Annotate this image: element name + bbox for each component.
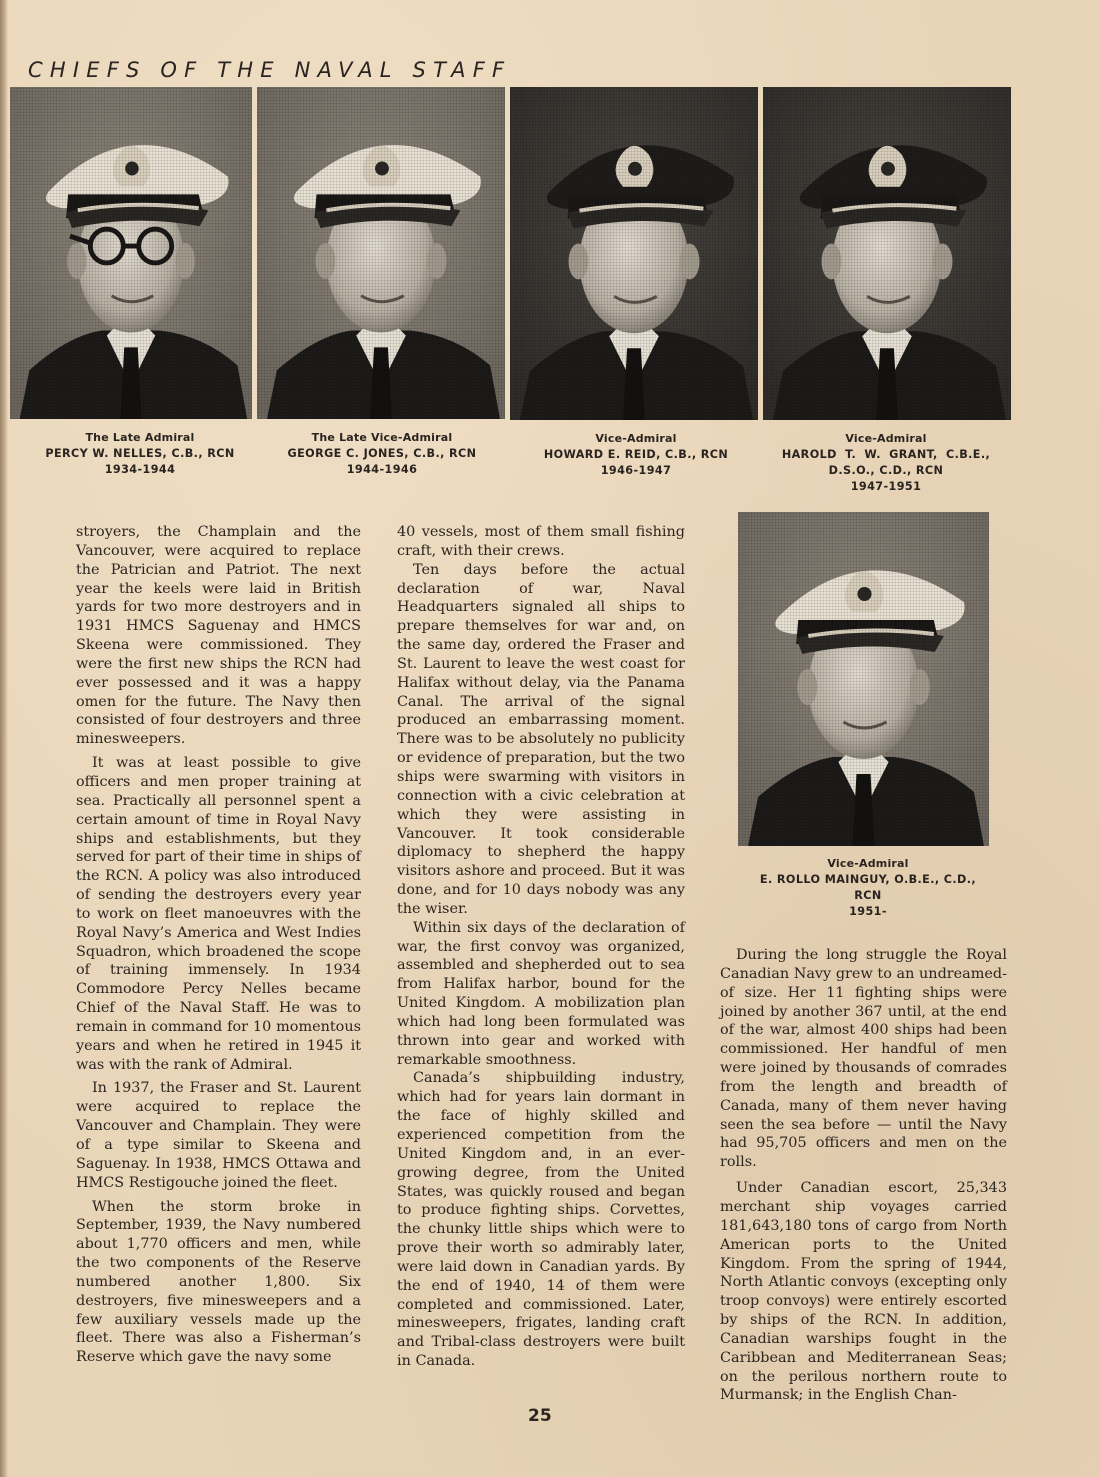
caption-name-line2: D.S.O., C.D., RCN bbox=[828, 464, 944, 477]
paragraph: stroyers, the Champlain and the Vancouver, were acquired to replace the Patrician and Patriot. The next year the keels were laid in British yards for two more destroyers and in 1931 HMCS Saguenay and HMCS Skeena were commissioned. They were the first new ships the RCN had ever possessed and it was a happy omen for the future. The Navy then consisted of four destroyers and three minesweepers. bbox=[76, 524, 361, 748]
page-number: 25 bbox=[528, 1406, 552, 1426]
paragraph: When the storm broke in September, 1939, the Navy numbered about 1,770 officers and men, while the two components of the Reserve numbered another 1,800. Six destroyers, five minesweepers and a few auxiliary vessels made up the fleet. There was also a Fisherman’s Reserve which gave the navy some bbox=[76, 1198, 361, 1366]
portrait-photo-jones bbox=[257, 87, 505, 419]
paragraph: Ten days before the actual declaration of war, Naval Headquarters signaled all ships to prepare themselves for war and, on the same day, ordered the Fraser and St. Laurent to leave the west coast for Halifax without delay, via the Panama Canal. The arrival of the signal produced an embarrassing moment. There was to be absolutely no publicity or evidence of preparation, but the two ships were swarming with visitors in connection with a civic celebration at which they were assisting in Vancouver. It took considerable diplomacy to shepherd the happy visitors ashore and proceed. But it was done, and for 10 days nobody was any the wiser. bbox=[397, 561, 685, 917]
paragraph: In 1937, the Fraser and St. Laurent were acquired to replace the Vancouver and Champlain. They were of a type similar to Skeena and Saguenay. In 1938, HMCS Ottawa and HMCS Restigouche joined the fleet. bbox=[76, 1080, 361, 1191]
article-column-left bbox=[76, 523, 361, 1372]
portrait-illustration bbox=[763, 87, 1011, 420]
caption-name: HAROLD T. W. GRANT, C.B.E., bbox=[781, 448, 991, 461]
caption-years: 1946-1947 bbox=[600, 464, 672, 477]
portrait-illustration bbox=[738, 512, 989, 846]
caption-years: 1951- bbox=[849, 905, 887, 918]
page-spine-shadow bbox=[0, 0, 8, 1477]
portrait-caption bbox=[262, 430, 502, 478]
portrait-photo-mainguy bbox=[738, 512, 989, 846]
portrait-photo-nelles bbox=[10, 87, 252, 419]
portrait-illustration bbox=[510, 87, 758, 420]
caption-rank: The Late Vice-Admiral bbox=[311, 431, 453, 444]
caption-rank: Vice-Admiral bbox=[845, 432, 927, 445]
caption-years: 1934-1944 bbox=[104, 463, 176, 476]
paragraph: It was at least possible to give officers and men proper training at sea. Practically all personnel spent a certain amount of time in Royal Navy ships and establishments, but they served for part of their time in ships of the RCN. A policy was also introduced of sending the destroyers every year to work on fleet manoeuvres with the Royal Navy’s America and West Indies Squadron, which broadened the scope of training immensely. In 1934 Commodore Percy Nelles became Chief of the Naval Staff. He was to remain in command for 10 momentous years and when he retired in 1945 it was with the rank of Admiral. bbox=[76, 755, 361, 1073]
portrait-photo-grant bbox=[763, 87, 1011, 420]
portrait-caption bbox=[738, 856, 998, 920]
caption-years: 1947-1951 bbox=[850, 480, 922, 493]
article-column-right bbox=[720, 946, 1007, 1410]
portrait-photo-reid bbox=[510, 87, 758, 420]
portrait-caption bbox=[40, 430, 240, 478]
caption-name: HOWARD E. REID, C.B., RCN bbox=[543, 448, 729, 461]
caption-name-line2: RCN bbox=[854, 889, 882, 902]
portrait-illustration bbox=[10, 87, 252, 419]
paragraph: Canada’s shipbuilding industry, which had for years lain dormant in the face of highly skilled and experienced competition from the United Kingdom and, in an ever-growing degree, from the United States, was quickly roused and began to produce fighting ships. Corvettes, the chunky little ships which were to prove their worth so admirably later, were laid down in Canadian yards. By the end of 1940, 14 of them were completed and commissioned. Later, minesweepers, frigates, landing craft and Tribal-class destroyers were built in Canada. bbox=[397, 1070, 685, 1370]
portrait-caption bbox=[766, 431, 1006, 495]
caption-rank: The Late Admiral bbox=[85, 431, 195, 444]
caption-years: 1944-1946 bbox=[346, 463, 418, 476]
paragraph: Under Canadian escort, 25,343 merchant ship voyages carried 181,643,180 tons of cargo from North American ports to the United Kingdom. From the spring of 1944, North Atlantic convoys (excepting only troop convoys) were entirely escorted by ships of the RCN. In addition, Canadian warships fought in the Caribbean and Mediterranean Seas; on the perilous northern route to Murmansk; in the English Chan- bbox=[720, 1180, 1007, 1404]
caption-name: E. ROLLO MAINGUY, O.B.E., C.D., bbox=[759, 873, 977, 886]
page-title: CHIEFS OF THE NAVAL STAFF bbox=[28, 58, 512, 82]
portrait-illustration bbox=[257, 87, 505, 419]
caption-rank: Vice-Admiral bbox=[595, 432, 677, 445]
paragraph: 40 vessels, most of them small fishing craft, with their crews. bbox=[397, 524, 685, 559]
paragraph: Within six days of the declaration of war, the first convoy was organized, assembled and shepherded out to sea from Halifax harbor, bound for the United Kingdom. A mobilization plan which had long been formulated was thrown into gear and worked with remarkable smoothness. bbox=[397, 919, 685, 1068]
portrait-caption bbox=[520, 431, 752, 479]
caption-name: PERCY W. NELLES, C.B., RCN bbox=[45, 447, 235, 460]
paragraph: During the long struggle the Royal Canadian Navy grew to an undreamed-of size. Her 11 fighting ships were joined by another 367 until, at the end of the war, almost 400 ships had been commissioned. Her handful of men were joined by thousands of comrades from the length and breadth of Canada, many of them never having seen the sea before — until the Navy had 95,705 officers and men on the rolls. bbox=[720, 947, 1007, 1171]
article-column-middle bbox=[397, 523, 685, 1376]
caption-name: GEORGE C. JONES, C.B., RCN bbox=[287, 447, 477, 460]
caption-rank: Vice-Admiral bbox=[827, 857, 909, 870]
